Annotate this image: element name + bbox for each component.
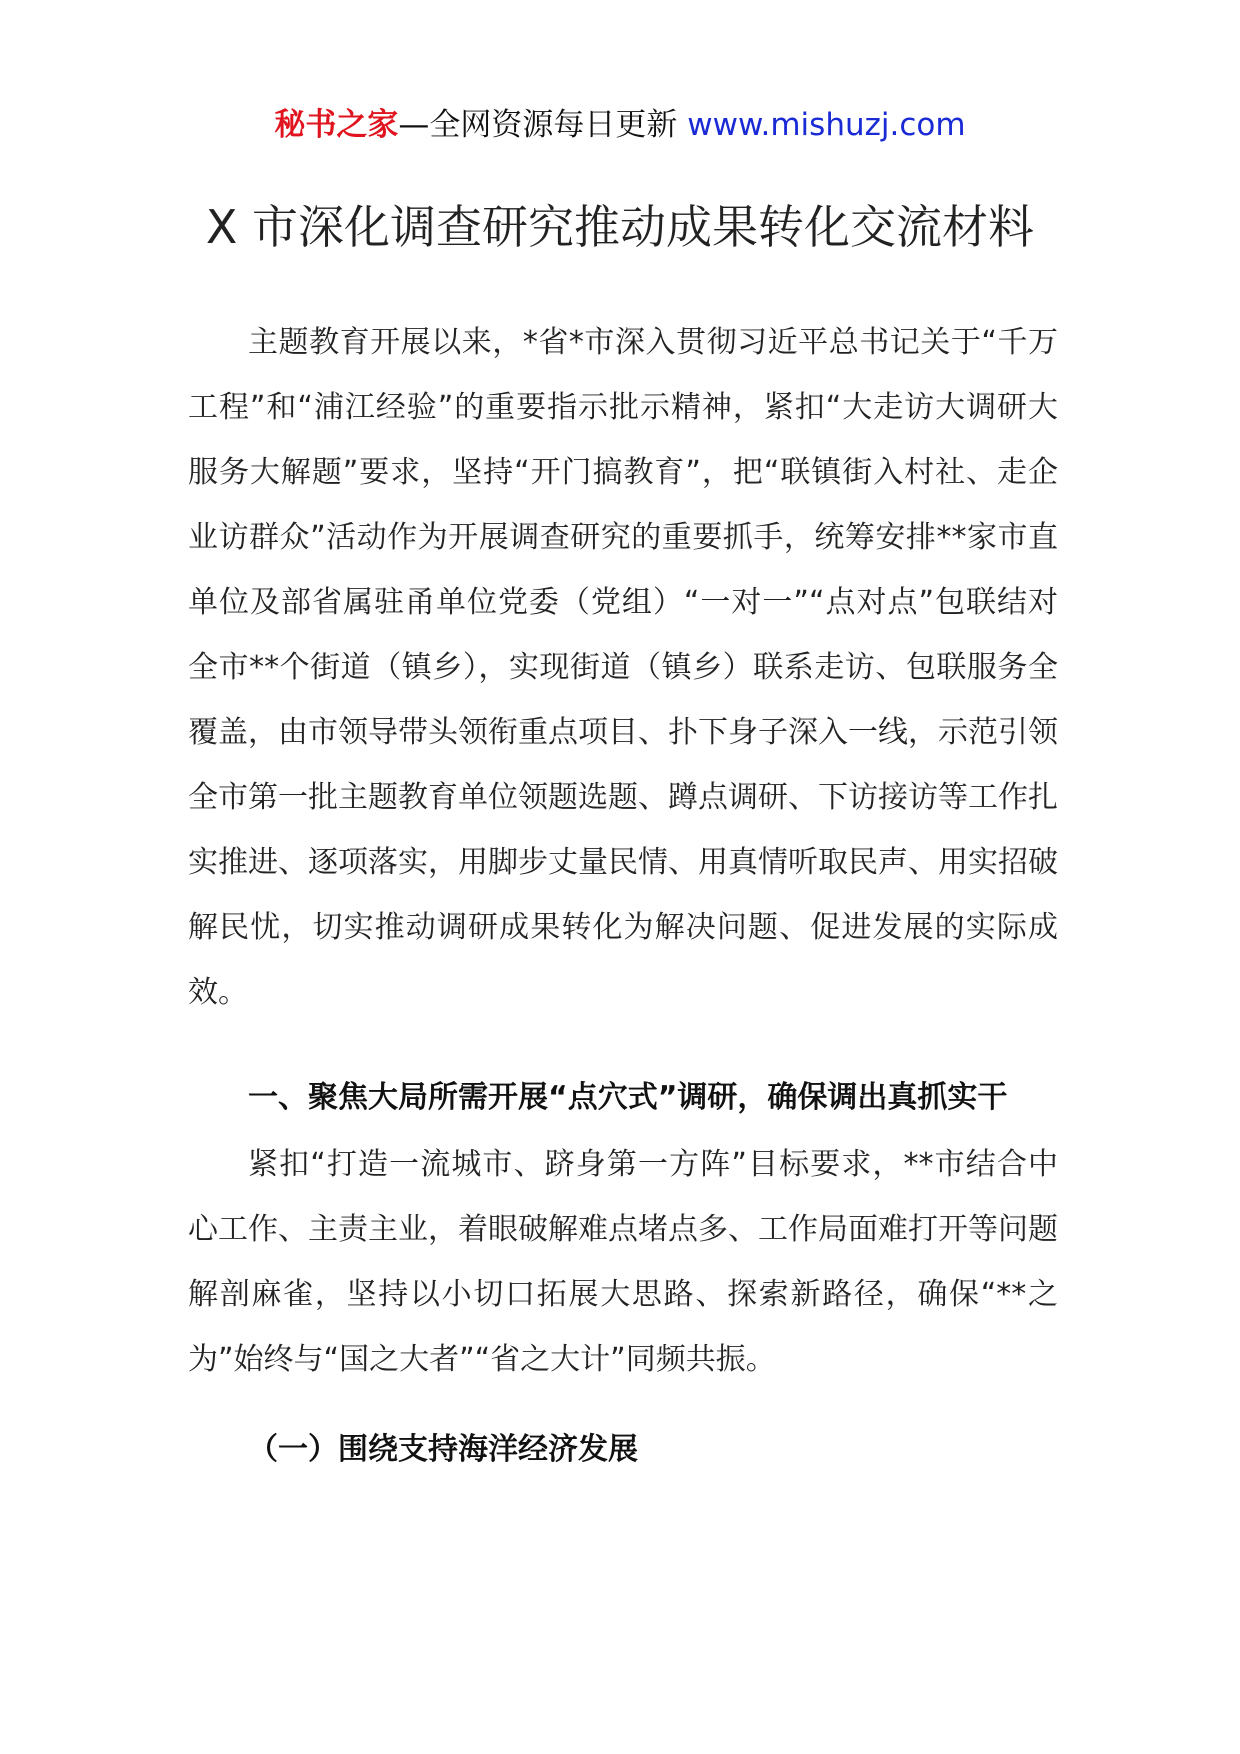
body-section-2 [188, 1132, 1058, 1392]
brand-name: 秘书之家 [274, 107, 399, 143]
document-title: X 市深化调查研究推动成果转化交流材料 [205, 200, 1035, 254]
paragraph-section-1: 紧扣“打造一流城市、跻身第一方阵”目标要求，**市结合中心工作、主责主业，着眼破解难点堵点多、工作局面难打开等问题解剖麻雀，坚持以小切口拓展大思路、探索新路径，确保“**之为”始终与“国之大者”“省之大计”同频共振。 [188, 1147, 1058, 1377]
header-tagline: —全网资源每日更新 [398, 107, 688, 143]
body-section-1 [188, 310, 1058, 1025]
site-header [0, 100, 1240, 150]
subsection-heading-1: （一）围绕支持海洋经济发展 [248, 1432, 638, 1467]
section-heading-1: 一、聚焦大局所需开展“点穴式”调研，确保调出真抓实干 [248, 1080, 1008, 1115]
site-url[interactable]: www.mishuzj.com [687, 107, 966, 143]
paragraph-intro: 主题教育开展以来，*省*市深入贯彻习近平总书记关于“千万工程”和“浦江经验”的重要指示批示精神，紧扣“大走访大调研大服务大解题”要求，坚持“开门搞教育”，把“联镇街入村社、走企业访群众”活动作为开展调查研究的重要抓手，统筹安排**家市直单位及部省属驻甬单位党委（党组）“一对一”“点对点”包联结对全市**个街道（镇乡），实现街道（镇乡）联系走访、包联服务全覆盖，由市领导带头领衔重点项目、扑下身子深入一线，示范引领全市第一批主题教育单位领题选题、蹲点调研、下访接访等工作扎实推进、逐项落实，用脚步丈量民情、用真情听取民声、用实招破解民忧，切实推动调研成果转化为解决问题、促进发展的实际成效。 [188, 325, 1058, 1010]
